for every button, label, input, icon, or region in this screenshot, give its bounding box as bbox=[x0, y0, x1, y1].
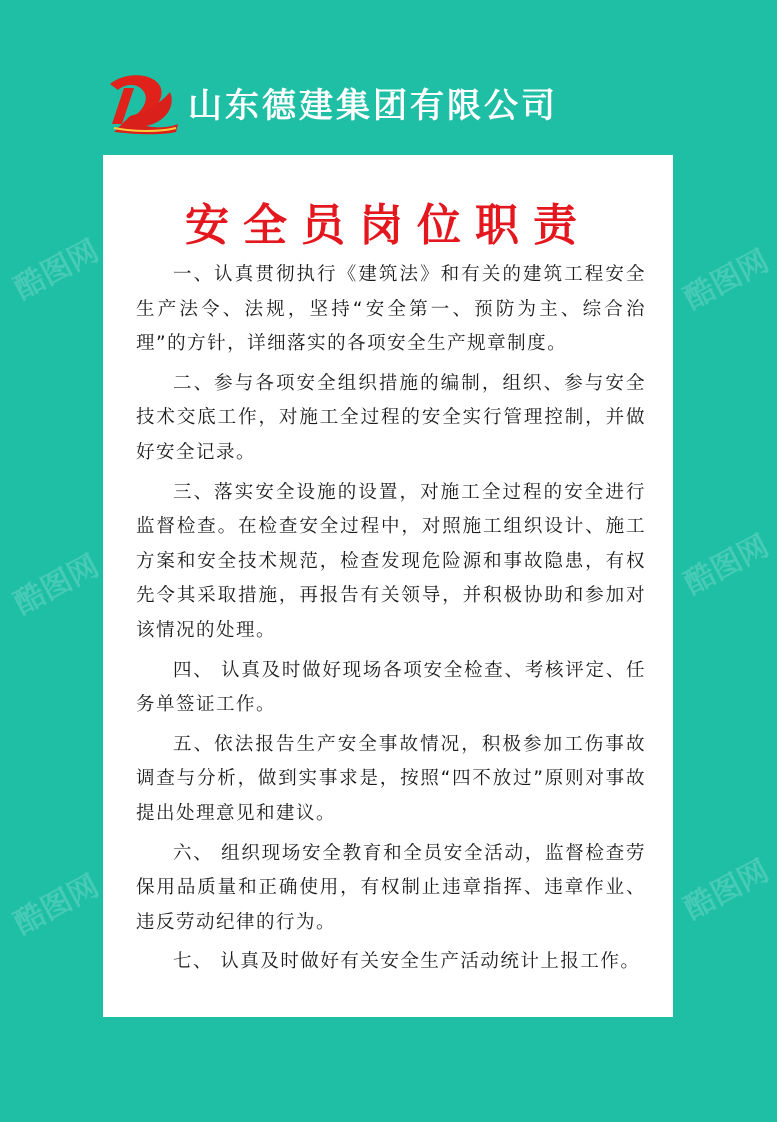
duty-item-5: 五、依法报告生产安全事故情况，积极参加工伤事故调查与分析，做到实事求是，按照“四不放过”原则对事故提出处理意见和建议。 bbox=[136, 733, 646, 824]
watermark: 酷图网 bbox=[8, 548, 105, 622]
duty-item-1: 一、认真贯彻执行《建筑法》和有关的建筑工程安全生产法令、法规，坚持“安全第一、预防为主、综合治理”的方针，详细落实的各项安全生产规章制度。 bbox=[136, 264, 646, 355]
watermark: 酷图网 bbox=[678, 853, 775, 927]
watermark: 酷图网 bbox=[678, 243, 775, 317]
watermark: 酷图网 bbox=[8, 868, 105, 942]
duty-item-3: 三、落实安全设施的设置，对施工全过程的安全进行监督检查。在检查安全过程中，对照施工组织设计、施工方案和安全技术规范，检查发现危险源和事故隐患，有权先令其采取措施，再报告有关领导，并积极协助和参加对该情况的处理。 bbox=[136, 481, 646, 641]
watermark: 酷图网 bbox=[8, 233, 105, 307]
page-title: 安全员岗位职责 bbox=[185, 200, 591, 251]
notice-board bbox=[103, 155, 673, 1017]
duty-item-6: 六、 组织现场安全教育和全员安全活动，监督检查劳保用品质量和正确使用，有权制止违章指挥、违章作业、违反劳动纪律的行为。 bbox=[136, 842, 646, 933]
duty-item-4: 四、 认真及时做好现场各项安全检查、考核评定、任务单签证工作。 bbox=[136, 659, 646, 716]
dejian-logo-icon bbox=[100, 66, 182, 138]
header bbox=[100, 66, 700, 138]
duty-item-2: 二、参与各项安全组织措施的编制，组织、参与安全技术交底工作，对施工全过程的安全实行管理控制，并做好安全记录。 bbox=[136, 372, 646, 463]
duty-list bbox=[136, 258, 646, 985]
company-name: 山东德建集团有限公司 bbox=[188, 85, 558, 126]
duty-item-7: 七、 认真及时做好有关安全生产活动统计上报工作。 bbox=[173, 951, 641, 973]
watermark: 酷图网 bbox=[678, 528, 775, 602]
